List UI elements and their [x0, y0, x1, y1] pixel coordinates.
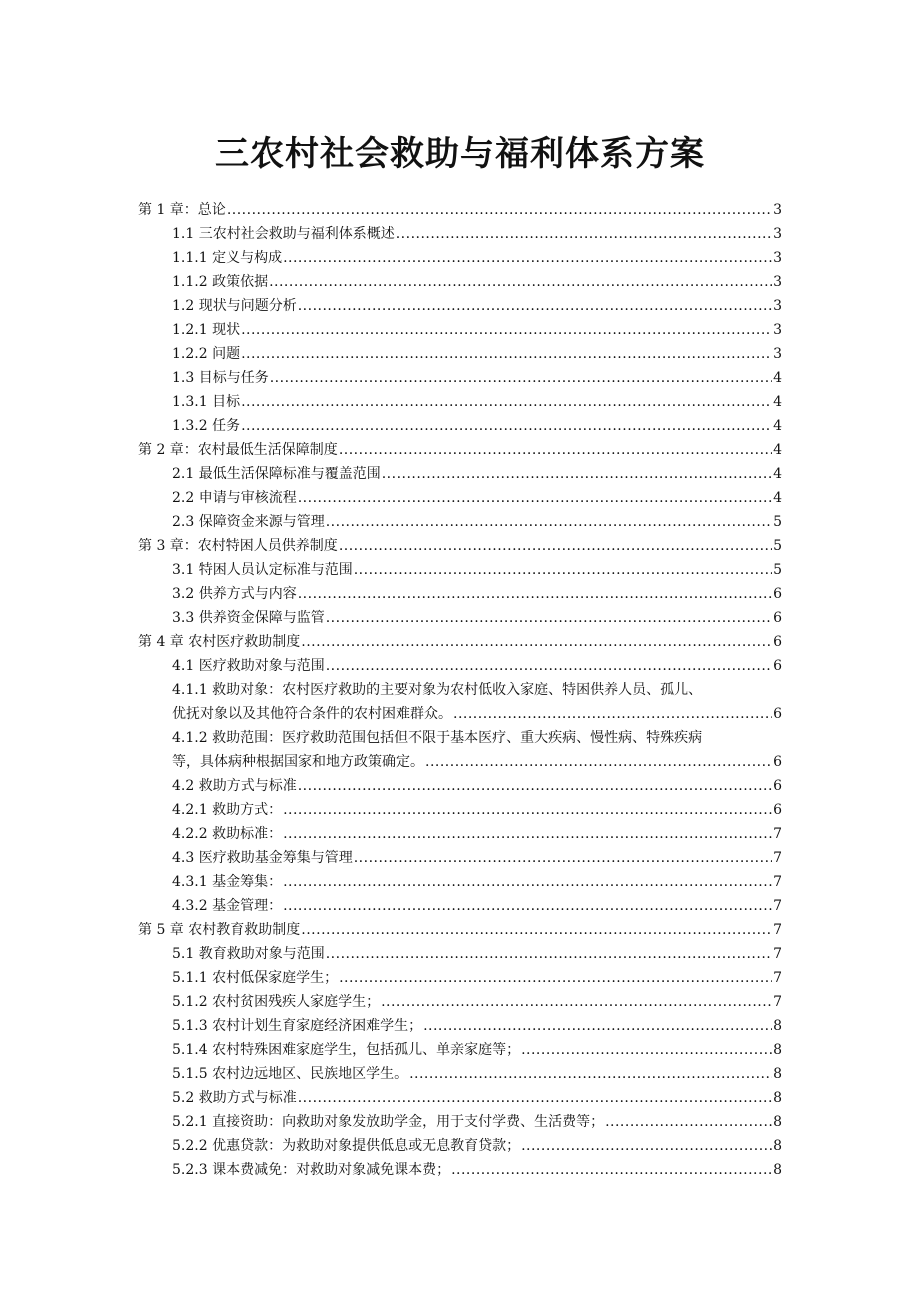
page-number: 8 [773, 1114, 782, 1130]
page-number: 8 [773, 1066, 782, 1082]
toc-entry[interactable] [138, 246, 782, 270]
toc-entry[interactable] [138, 894, 782, 918]
toc-entry[interactable] [138, 774, 782, 798]
page-number: 6 [773, 658, 782, 674]
dot-leader [298, 1086, 772, 1110]
toc-entry-text: 3.1 特困人员认定标准与范围 [172, 562, 353, 578]
page-number: 7 [773, 898, 782, 914]
toc-entry-text: 第 4 章 农村医疗救助制度 [138, 634, 301, 650]
dot-leader [298, 582, 772, 606]
toc-entry-text: 1.1.1 定义与构成 [172, 250, 283, 266]
page-number: 3 [773, 202, 782, 218]
toc-entry-text: 第 3 章：农村特困人员供养制度 [138, 538, 338, 554]
dot-leader [283, 894, 772, 918]
toc-entry[interactable] [138, 366, 782, 390]
toc-entry-text: 3.2 供养方式与内容 [172, 586, 297, 602]
toc-entry-text: 2.1 最低生活保障标准与覆盖范围 [172, 466, 381, 482]
toc-entry[interactable] [138, 654, 782, 678]
dot-leader [354, 558, 772, 582]
dot-leader [283, 822, 772, 846]
toc-entry[interactable] [138, 990, 782, 1014]
toc-entry[interactable] [138, 534, 782, 558]
dot-leader [354, 846, 772, 870]
page-number: 7 [773, 970, 782, 986]
dot-leader [326, 654, 772, 678]
page-number: 7 [773, 922, 782, 938]
dot-leader [241, 414, 772, 438]
page-number: 5 [773, 538, 782, 554]
toc-entry-text: 5.1.2 农村贫困残疾人家庭学生； [172, 994, 381, 1010]
page-number: 8 [773, 1138, 782, 1154]
dot-leader [326, 606, 772, 630]
toc-entry[interactable] [138, 678, 782, 726]
toc-entry[interactable] [138, 822, 782, 846]
toc-entry-text: 4.3.2 基金管理： [172, 898, 283, 914]
toc-entry-text: 4.1.2 救助范围：医疗救助范围包括但不限于基本医疗、重大疾病、慢性病、特殊疾病 [172, 730, 703, 746]
toc-entry[interactable] [138, 414, 782, 438]
toc-entry[interactable] [138, 1062, 782, 1086]
dot-leader [339, 534, 772, 558]
toc-entry[interactable] [138, 342, 782, 366]
dot-leader [451, 1158, 772, 1182]
page-number: 3 [773, 226, 782, 242]
page-number: 7 [773, 994, 782, 1010]
page-number: 4 [773, 394, 782, 410]
page-number: 6 [773, 778, 782, 794]
page-number: 7 [773, 874, 782, 890]
dot-leader [409, 1062, 772, 1086]
toc-entry-text: 1.1.2 政策依据 [172, 274, 269, 290]
page-number: 7 [773, 946, 782, 962]
dot-leader [339, 966, 772, 990]
toc-entry-text: 5.1.3 农村计划生育家庭经济困难学生； [172, 1018, 423, 1034]
toc-entry-text: 5.2.1 直接资助：向救助对象发放助学金，用于支付学费、生活费等； [172, 1114, 605, 1130]
toc-entry-text: 5.1.1 农村低保家庭学生； [172, 970, 339, 986]
toc-entry-text: 4.1.1 救助对象：农村医疗救助的主要对象为农村低收入家庭、特困供养人员、孤儿、 [172, 682, 703, 698]
dot-leader [283, 870, 772, 894]
page-number: 4 [773, 418, 782, 434]
toc-entry-text: 2.2 申请与审核流程 [172, 490, 297, 506]
toc-entry-text: 4.3 医疗救助基金筹集与管理 [172, 850, 353, 866]
toc-entry-text: 1.2.1 现状 [172, 322, 241, 338]
toc-entry-text: 1.3.2 任务 [172, 418, 241, 434]
toc-entry[interactable] [138, 462, 782, 486]
toc-entry[interactable] [138, 390, 782, 414]
toc-entry-text: 1.1 三农村社会救助与福利体系概述 [172, 226, 395, 242]
toc-entry[interactable] [138, 726, 782, 774]
dot-leader [298, 486, 772, 510]
page-number: 4 [773, 370, 782, 386]
toc-entry[interactable] [138, 870, 782, 894]
dot-leader [241, 318, 772, 342]
toc-entry-text: 第 5 章 农村教育救助制度 [138, 922, 301, 938]
page-number: 6 [773, 634, 782, 650]
dot-leader [298, 774, 772, 798]
dot-leader [521, 1134, 772, 1158]
toc-entry-text: 第 2 章：农村最低生活保障制度 [138, 442, 338, 458]
page-number: 3 [773, 274, 782, 290]
table-of-contents [138, 198, 782, 1182]
page-number: 6 [773, 610, 782, 626]
toc-entry-text: 5.1.5 农村边远地区、民族地区学生。 [172, 1066, 409, 1082]
toc-entry[interactable] [138, 942, 782, 966]
toc-entry[interactable] [138, 558, 782, 582]
page-number: 5 [773, 562, 782, 578]
toc-entry[interactable] [138, 1038, 782, 1062]
page-number: 7 [773, 850, 782, 866]
dot-leader [241, 390, 772, 414]
document-title: 三农村社会救助与福利体系方案 [215, 134, 705, 174]
toc-entry[interactable] [138, 1014, 782, 1038]
dot-leader [283, 798, 772, 822]
toc-entry[interactable] [138, 798, 782, 822]
toc-entry[interactable] [138, 510, 782, 534]
page-number: 8 [773, 1090, 782, 1106]
page-number: 4 [773, 442, 782, 458]
toc-entry-text-continued: 优抚对象以及其他符合条件的农村困难群众。 [172, 706, 452, 722]
toc-entry[interactable] [138, 294, 782, 318]
page-number: 8 [773, 1018, 782, 1034]
toc-entry[interactable] [138, 630, 782, 654]
toc-entry[interactable] [138, 606, 782, 630]
toc-entry-text: 2.3 保障资金来源与管理 [172, 514, 325, 530]
dot-leader [326, 510, 772, 534]
toc-entry-text: 1.2.2 问题 [172, 346, 241, 362]
dot-leader [521, 1038, 772, 1062]
page-number: 6 [773, 802, 782, 818]
dot-leader [396, 222, 772, 246]
toc-entry-text: 5.2.3 课本费减免：对救助对象减免课本费； [172, 1162, 451, 1178]
toc-entry[interactable] [138, 438, 782, 462]
dot-leader [453, 702, 772, 726]
toc-entry[interactable] [138, 1158, 782, 1182]
dot-leader [270, 366, 772, 390]
dot-leader [425, 750, 772, 774]
toc-entry-text: 4.3.1 基金筹集： [172, 874, 283, 890]
page-number: 3 [773, 298, 782, 314]
toc-entry[interactable] [138, 270, 782, 294]
toc-entry[interactable] [138, 846, 782, 870]
toc-entry-text: 1.3.1 目标 [172, 394, 241, 410]
toc-entry[interactable] [138, 918, 782, 942]
toc-entry-text-continued: 等，具体病种根据国家和地方政策确定。 [172, 754, 424, 770]
toc-entry-text: 5.1.4 农村特殊困难家庭学生，包括孤儿、单亲家庭等； [172, 1042, 521, 1058]
page-number: 5 [773, 514, 782, 530]
toc-entry-text: 4.2.2 救助标准： [172, 826, 283, 842]
toc-entry-text: 1.3 目标与任务 [172, 370, 269, 386]
toc-entry-text: 4.2.1 救助方式： [172, 802, 283, 818]
dot-leader [301, 918, 772, 942]
dot-leader [423, 1014, 772, 1038]
dot-leader [241, 342, 772, 366]
toc-entry[interactable] [138, 486, 782, 510]
page-number: 4 [773, 466, 782, 482]
dot-leader [301, 630, 772, 654]
page-number: 6 [773, 754, 782, 770]
dot-leader [326, 942, 772, 966]
page-number: 8 [773, 1162, 782, 1178]
toc-entry-text: 5.2.2 优惠贷款：为救助对象提供低息或无息教育贷款； [172, 1138, 521, 1154]
page-number: 3 [773, 322, 782, 338]
toc-entry[interactable] [138, 198, 782, 222]
toc-entry-text: 4.2 救助方式与标准 [172, 778, 297, 794]
dot-leader [381, 990, 772, 1014]
toc-entry[interactable] [138, 582, 782, 606]
page-number: 7 [773, 826, 782, 842]
dot-leader [382, 462, 772, 486]
page-number: 3 [773, 346, 782, 362]
page-number: 8 [773, 1042, 782, 1058]
toc-entry-text: 3.3 供养资金保障与监管 [172, 610, 325, 626]
dot-leader [227, 198, 772, 222]
toc-entry[interactable] [138, 966, 782, 990]
toc-entry[interactable] [138, 318, 782, 342]
toc-entry[interactable] [138, 1086, 782, 1110]
toc-entry[interactable] [138, 222, 782, 246]
dot-leader [298, 294, 772, 318]
toc-entry[interactable] [138, 1134, 782, 1158]
page-number: 3 [773, 250, 782, 266]
dot-leader [283, 246, 772, 270]
page-number: 6 [773, 706, 782, 722]
toc-entry-text: 第 1 章：总论 [138, 202, 226, 218]
dot-leader [339, 438, 772, 462]
toc-entry-text: 1.2 现状与问题分析 [172, 298, 297, 314]
toc-entry-text: 4.1 医疗救助对象与范围 [172, 658, 325, 674]
toc-entry-text: 5.2 救助方式与标准 [172, 1090, 297, 1106]
page-number: 4 [773, 490, 782, 506]
dot-leader [269, 270, 772, 294]
dot-leader [605, 1110, 772, 1134]
toc-entry-text: 5.1 教育救助对象与范围 [172, 946, 325, 962]
page-number: 6 [773, 586, 782, 602]
toc-entry[interactable] [138, 1110, 782, 1134]
